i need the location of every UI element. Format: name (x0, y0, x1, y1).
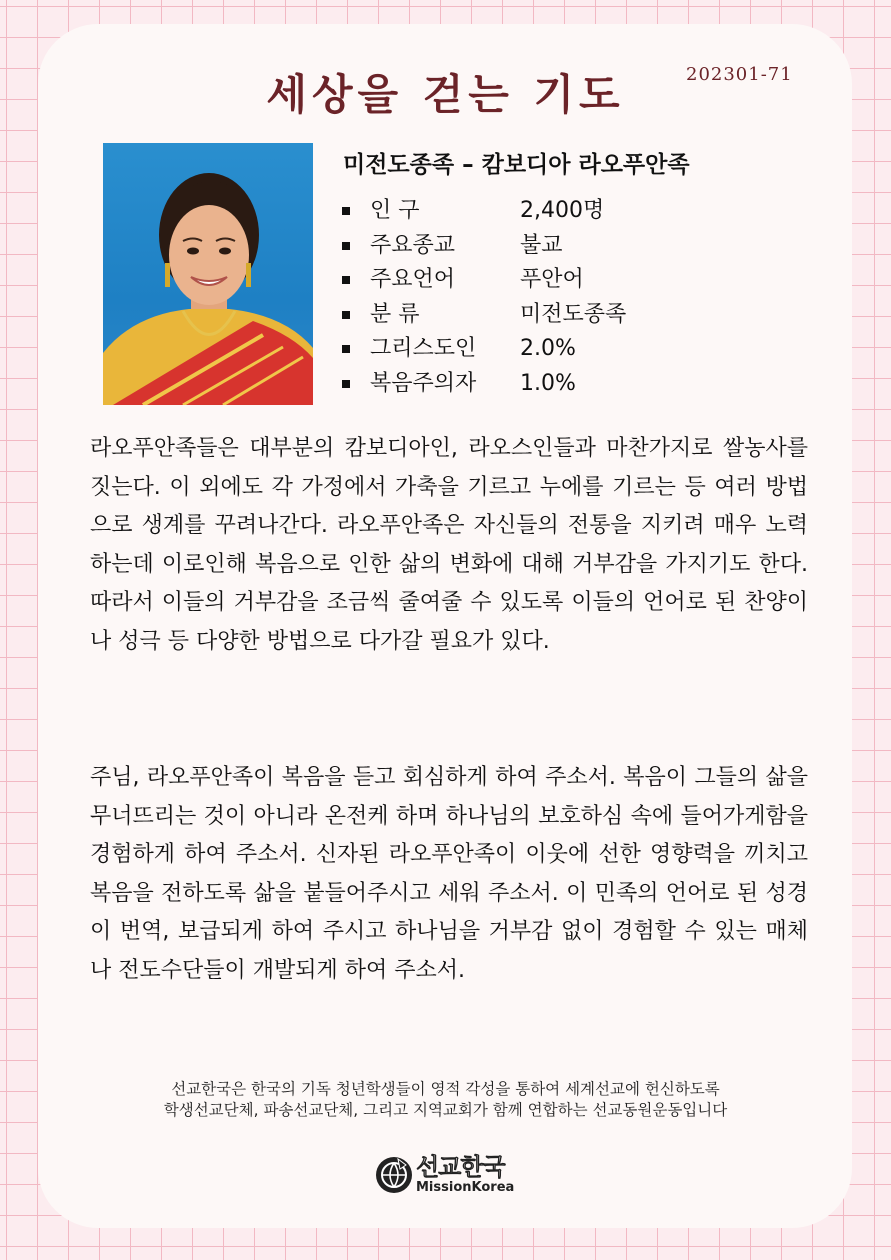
document-code: 202301-71 (686, 64, 793, 85)
info-value: 2,400명 (520, 198, 605, 223)
info-value: 불교 (520, 232, 563, 258)
portrait-illustration (103, 143, 313, 405)
square-bullet-icon (342, 380, 350, 388)
info-value: 1.0% (520, 370, 576, 396)
info-label: 그리스도인 (370, 336, 477, 361)
footer-line: 학생선교단체, 파송선교단체, 그리고 지역교회가 함께 연합하는 선교동원운동입니다 (163, 1101, 728, 1119)
square-bullet-icon (342, 242, 350, 250)
info-value: 미전도종족 (520, 301, 627, 327)
people-photo (103, 143, 313, 405)
footer-text (0, 1079, 891, 1121)
logo-korean-text: 선교한국 (416, 1153, 505, 1181)
square-bullet-icon (342, 276, 350, 284)
info-label: 분 류 (370, 301, 420, 327)
square-bullet-icon (342, 345, 350, 353)
info-label: 인 구 (370, 198, 420, 223)
square-bullet-icon (342, 207, 350, 215)
logo-english-text: MissionKorea (416, 1180, 515, 1195)
globe-icon (376, 1157, 412, 1193)
people-group-title: 미전도종족 – 캄보디아 라오푸안족 (343, 152, 690, 178)
info-label: 주요종교 (370, 232, 456, 258)
missionkorea-logo (376, 1153, 521, 1198)
info-value: 푸안어 (520, 267, 584, 292)
square-bullet-icon (342, 311, 350, 319)
info-label: 복음주의자 (370, 370, 477, 396)
description-paragraph: 라오푸안족들은 대부분의 캄보디아인, 라오스인들과 마찬가지로 쌀농사를 짓는다. 이 외에도 각 가정에서 가축을 기르고 누에를 기르는 등 여러 방법으로 생계를 꾸려나간다. 라오푸안족은 자신들의 전통을 지키려 매우 노력하는데 이로인해 복음으로 인한 삶의 변화에 대해 거부감을 가지기도 한다. 따라서 이들의 거부감을 조금씩 줄여줄 수 있도록 이들의 언어로 된 찬양이나 성극 등 다양한 방법으로 다가갈 필요가 있다. (90, 436, 808, 654)
footer-line: 선교한국은 한국의 기독 청년학생들이 영적 각성을 통하여 세계선교에 헌신하도록 (171, 1080, 720, 1098)
info-label: 주요언어 (370, 267, 456, 292)
info-value: 2.0% (520, 336, 576, 361)
prayer-paragraph: 주님, 라오푸안족이 복음을 듣고 회심하게 하여 주소서. 복음이 그들의 삶을 무너뜨리는 것이 아니라 온전케 하며 하나님의 보호하심 속에 들어가게함을 경험하게 하여 주소서. 신자된 라오푸안족이 이웃에 선한 영향력을 끼치고 복음을 전하도록 삶을 붙들어주시고 세워 주소서. 이 민족의 언어로 된 성경이 번역, 보급되게 하여 주시고 하나님을 거부감 없이 경험할 수 있는 매체나 전도수단들이 개발되게 하여 주소서. (90, 765, 808, 983)
page-title: 세상을 걷는 기도 (266, 70, 625, 119)
